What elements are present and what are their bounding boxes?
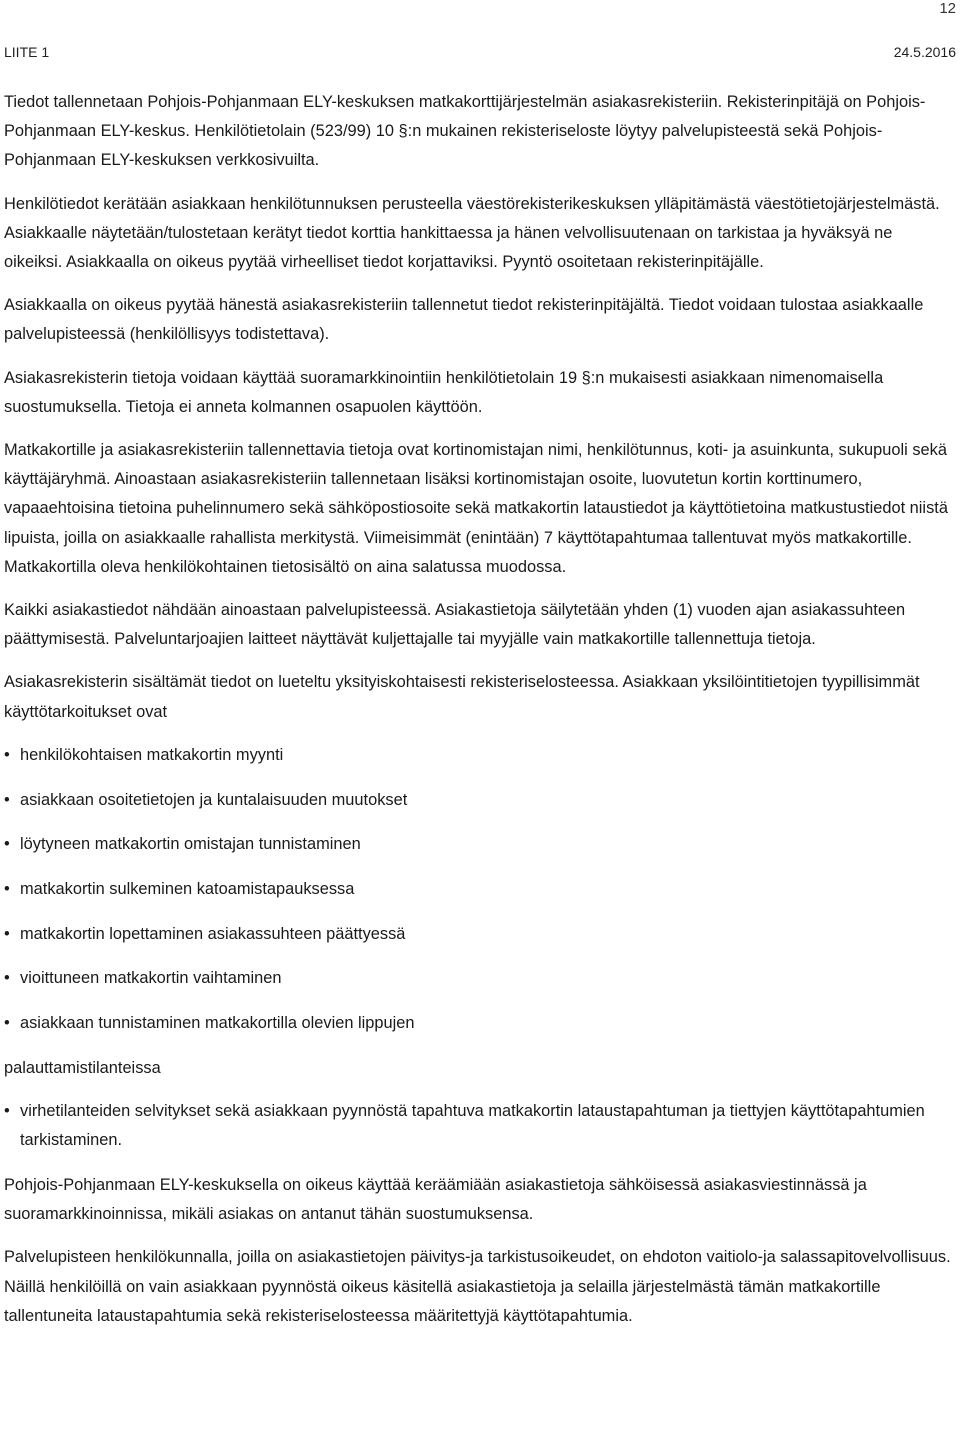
list-item: • löytyneen matkakortin omistajan tunnistaminen	[4, 830, 954, 859]
paragraph-stored-data: Matkakortille ja asiakasrekisteriin tallennettavia tietoja ovat kortinomistajan nimi, henkilötunnus, koti- ja asuinkunta, sukupuoli sekä käyttäjäryhmä. Ainoastaan asiakasrekisteriin tallennetaan lisäksi kortinomistajan osoite, luovutetun kortin korttinumero, vapaaehtoisina tietoina puhelinnumero sekä sähköpostiosoite sekä matkakortin lataustiedot ja käyttötietoina matkustustiedot niistä lipuista, joilla on asiakkaalle rahallista merkitystä. Viimeisimmät (enintään) 7 käyttötapahtumaa tallentuvat myös matkakortille. Matkakortilla oleva henkilökohtainen tietosisältö on aina salatussa muodossa.	[4, 441, 948, 576]
list-item: • matkakortin sulkeminen katoamistapauksessa	[4, 875, 954, 904]
list-item: • asiakkaan tunnistaminen matkakortilla olevien lippujen	[4, 1009, 954, 1038]
list-item: • asiakkaan osoitetietojen ja kuntalaisuuden muutokset	[4, 786, 954, 815]
paragraph-register-info: Tiedot tallennetaan Pohjois-Pohjanmaan ELY-keskuksen matkakorttijärjestelmän asiakasrekisteriin. Rekisterinpitäjä on Pohjois-Pohjanmaan ELY-keskus. Henkilötietolain (523/99) 10 §:n mukainen rekisteriseloste löytyy palvelupisteestä sekä Pohjois-Pohjanmaan ELY-keskuksen verkkosivuilta.	[4, 93, 926, 170]
usage-list	[4, 741, 954, 1038]
paragraph-access-right: Asiakkaalla on oikeus pyytää hänestä asiakasrekisteriin tallennetut tiedot rekisterinpitäjältä. Tiedot voidaan tulostaa asiakkaalle palvelupisteessä (henkilöllisyys todistettava).	[4, 296, 924, 344]
paragraph-data-collection: Henkilötiedot kerätään asiakkaan henkilötunnuksen perusteella väestörekisterikeskuksen ylläpitämästä väestötietojärjestelmästä. Asiakkaalle näytetään/tulostetaan kerätyt tiedot korttia hankittaessa ja hänen velvollisuutenaan on tarkistaa ja hyväksyä ne oikeiksi. Asiakkaalla on oikeus pyytää virheelliset tiedot korjattaviksi. Pyyntö osoitetaan rekisterinpitäjälle.	[4, 194, 940, 272]
header-attachment-label: LIITE 1	[4, 44, 50, 60]
page-number: 12	[939, 0, 956, 17]
paragraph-usage-intro: Asiakasrekisterin sisältämät tiedot on lueteltu yksityiskohtaisesti rekisteriselosteessa. Asiakkaan yksilöintitietojen tyypillisimmät käyttötarkoitukset ovat	[4, 673, 920, 721]
list-item: • matkakortin lopettaminen asiakassuhteen päättyessä	[4, 920, 954, 949]
list-item: • vioittuneen matkakortin vaihtaminen	[4, 964, 954, 993]
document-body	[4, 88, 954, 1345]
paragraph-confidentiality: Palvelupisteen henkilökunnalla, joilla on asiakastietojen päivitys-ja tarkistusoikeudet, on ehdoton vaitiolo-ja salassapitovelvollisuus. Näillä henkilöillä on vain asiakkaan pyynnöstä oikeus käsitellä asiakastietoja ja selailla järjestelmästä tämän matkakortille tallentuneita lataustapahtumia sekä rekisteriselosteessa määritettyjä käyttötapahtumia.	[4, 1248, 951, 1325]
paragraph-retention: Kaikki asiakastiedot nähdään ainoastaan palvelupisteessä. Asiakastietoja säilytetään yhden (1) vuoden ajan asiakassuhteen päättymisestä. Palveluntarjoajien laitteet näyttävät kuljettajalle tai myyjälle vain matkakortille tallennettuja tietoja.	[4, 601, 906, 649]
list-item: • virhetilanteiden selvitykset sekä asiakkaan pyynnöstä tapahtuva matkakortin lataustapahtuman ja tiettyjen käyttötapahtumien tarkistaminen.	[4, 1097, 954, 1155]
list-item: • henkilökohtaisen matkakortin myynti	[4, 741, 954, 770]
paragraph-electronic-communication: Pohjois-Pohjanmaan ELY-keskuksella on oikeus käyttää keräämiään asiakastietoja sähköisessä asiakasviestinnässä ja suoramarkkinoinnissa, mikäli asiakas on antanut tähän suostumuksensa.	[4, 1175, 867, 1224]
usage-list-continued	[4, 1097, 954, 1155]
paragraph-direct-marketing: Asiakasrekisterin tietoja voidaan käyttää suoramarkkinointiin henkilötietolain 19 §:n mukaisesti asiakkaan nimenomaisella suostumuksella. Tietoja ei anneta kolmannen osapuolen käyttöön.	[4, 368, 884, 416]
header-date: 24.5.2016	[893, 44, 956, 60]
paragraph-continuation: palauttamistilanteissa	[4, 1058, 161, 1077]
